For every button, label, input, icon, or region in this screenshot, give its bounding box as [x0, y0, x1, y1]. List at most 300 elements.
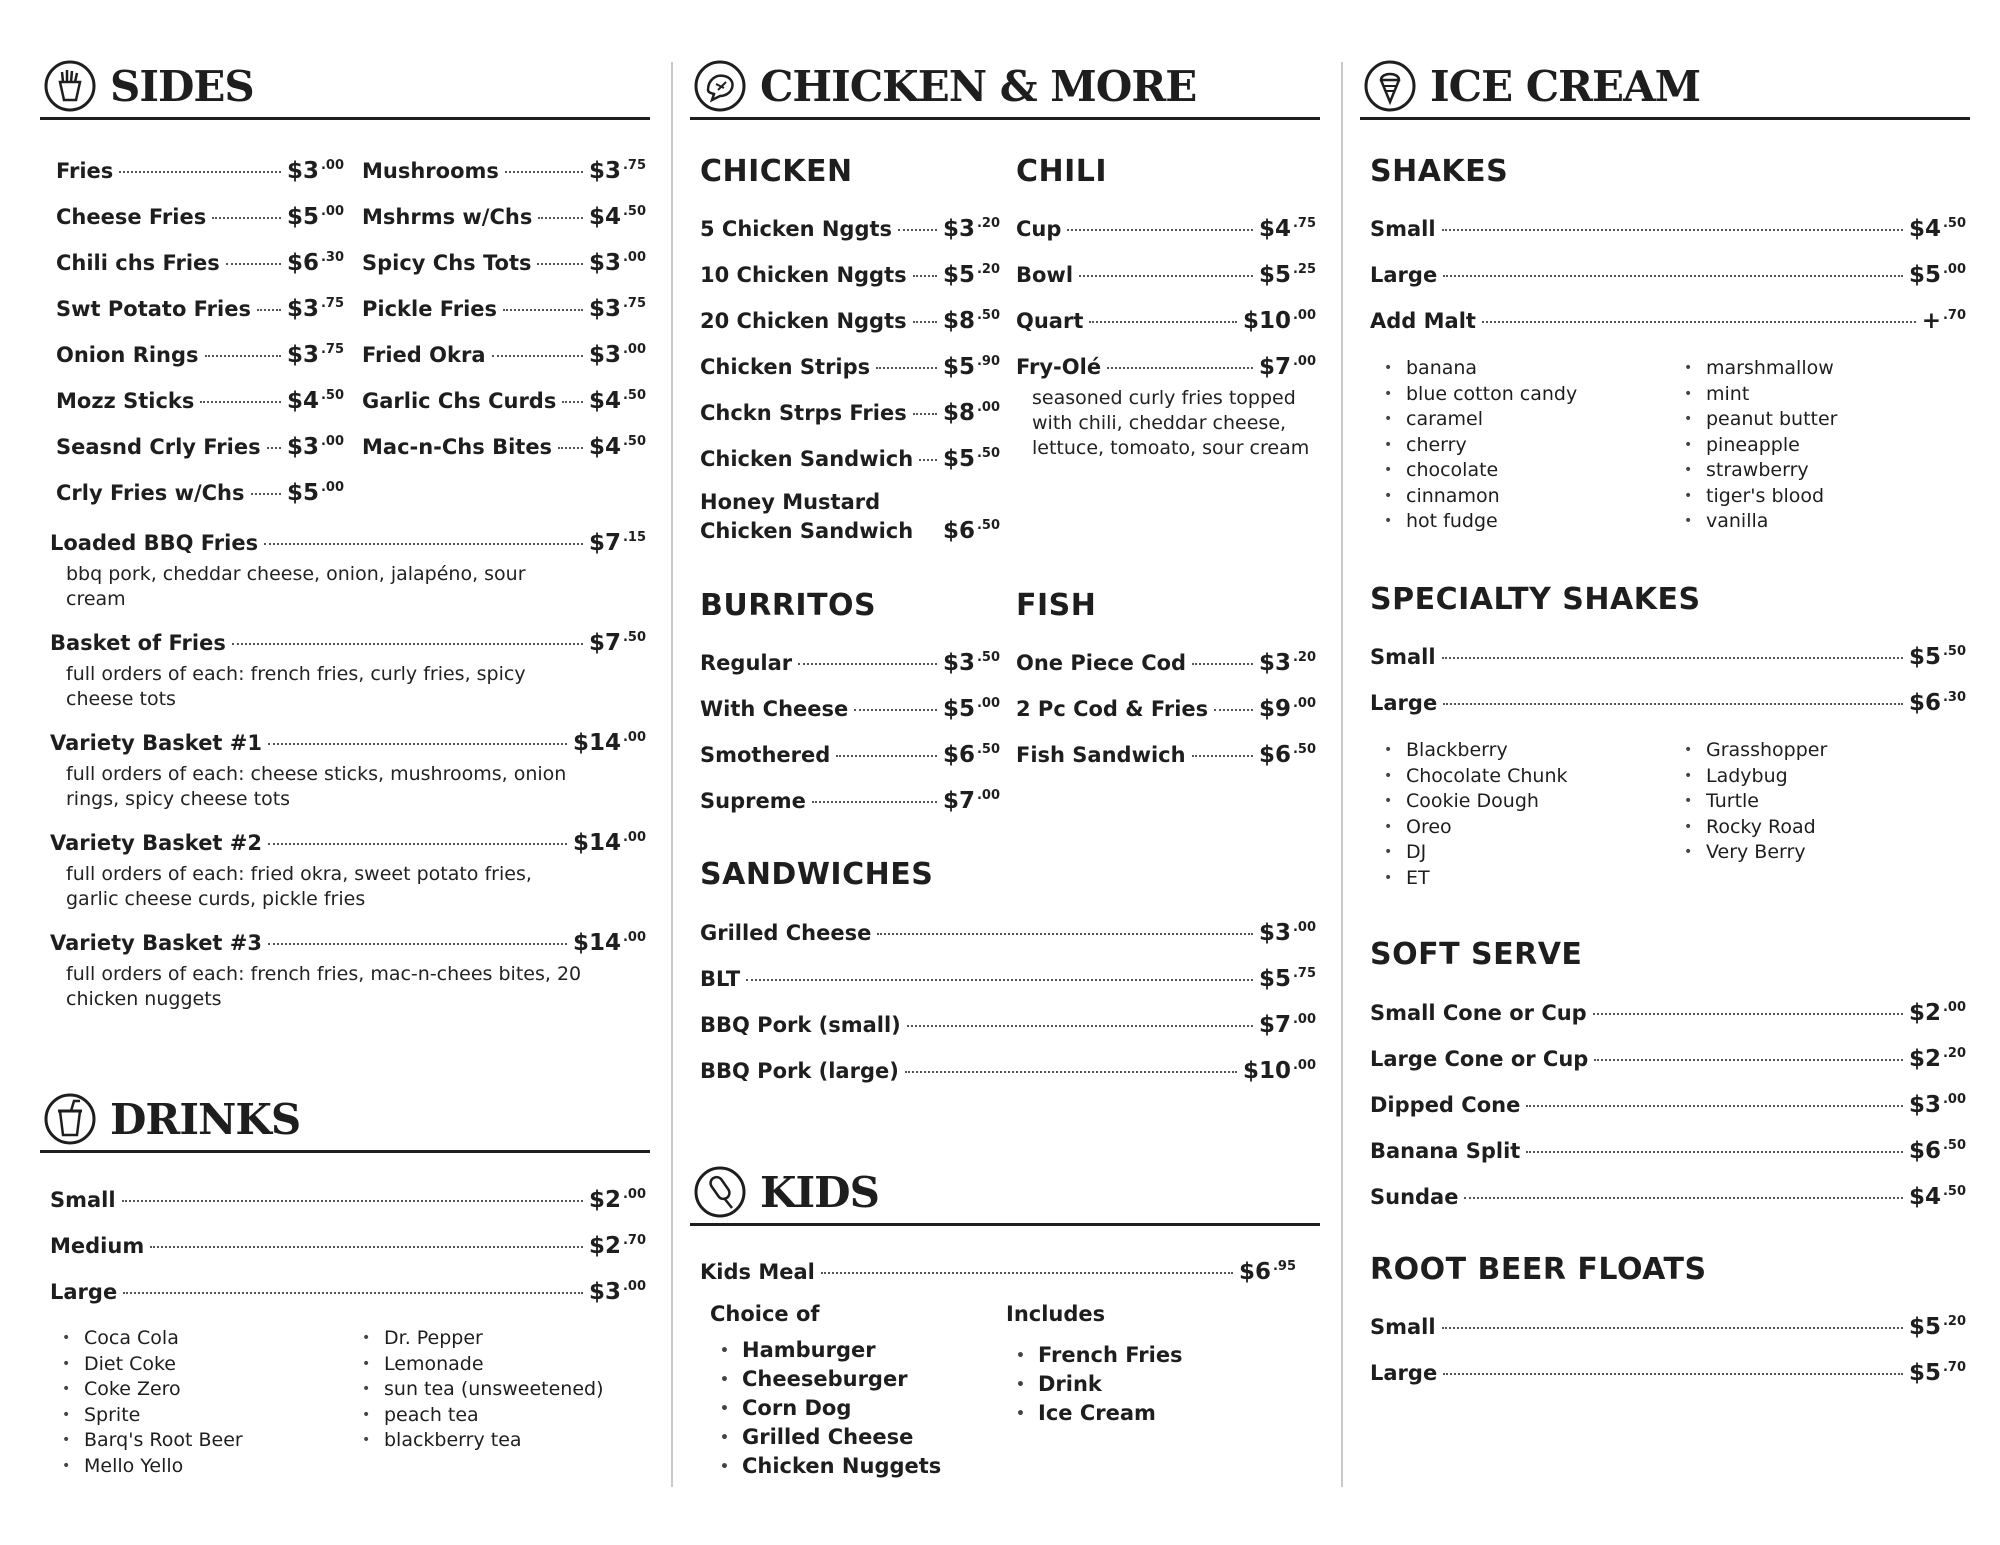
list-item: • Chicken Nuggets: [720, 1452, 941, 1481]
list-item: • sun tea (unsweetened): [362, 1377, 604, 1403]
item-price: [573, 730, 646, 756]
price-dollars: $6: [942, 742, 975, 768]
price-cents: .00: [320, 158, 344, 173]
item-price: [1909, 1184, 1966, 1210]
kids-title: KIDS: [760, 1168, 879, 1217]
item-price: [589, 296, 646, 322]
item-price: [287, 296, 344, 322]
item-name: Grilled Cheese: [700, 921, 872, 945]
menu-item: [56, 158, 344, 190]
item-price: [287, 204, 344, 230]
dot-leader: [1107, 367, 1253, 369]
menu-item: [50, 730, 646, 762]
dot-leader: [913, 413, 937, 415]
menu-item: [1370, 1314, 1966, 1346]
item-price: [1259, 354, 1316, 380]
list-item: • Hamburger: [720, 1336, 941, 1365]
item-name: Mac-n-Chs Bites: [362, 435, 553, 459]
list-item: • marshmallow: [1684, 356, 1837, 382]
chicken-subtitle: CHICKEN: [700, 154, 853, 189]
menu-item: [362, 388, 646, 420]
price-cents: .00: [1292, 308, 1316, 323]
list-item: • blackberry tea: [362, 1428, 604, 1454]
item-name: Variety Basket #2: [50, 831, 262, 855]
item-name: Chicken Strips: [700, 355, 871, 379]
item-price: [943, 262, 1000, 288]
dot-leader: [821, 1272, 1233, 1274]
item-price: [943, 308, 1000, 334]
dot-leader: [257, 309, 281, 311]
list-item: • Lemonade: [362, 1352, 604, 1378]
list-item: • cherry: [1384, 433, 1577, 459]
dot-leader: [913, 275, 937, 277]
item-name: Variety Basket #1: [50, 731, 262, 755]
menu-item: [700, 1012, 1316, 1044]
item-price: [287, 434, 344, 460]
list-item: • Very Berry: [1684, 840, 1827, 866]
item-price: [1259, 742, 1316, 768]
price-dollars: $8: [942, 400, 975, 426]
price-cents: .50: [622, 204, 646, 219]
kids-choice-list: [720, 1336, 941, 1481]
item-price: [1909, 1046, 1966, 1072]
item-price: [1259, 966, 1316, 992]
menu-item: [1370, 216, 1966, 248]
chicken-more-header: [690, 60, 1320, 120]
dot-leader: [123, 1292, 583, 1294]
item-name: Large: [1370, 263, 1438, 287]
dot-leader: [746, 979, 1253, 981]
list-item: • Barq's Root Beer: [62, 1428, 243, 1454]
price-dollars: $3: [1908, 1092, 1941, 1118]
item-name: Swt Potato Fries: [56, 297, 251, 321]
price-dollars: $3: [286, 434, 319, 460]
price-dollars: $3: [286, 296, 319, 322]
sides-title: SIDES: [110, 62, 254, 111]
dot-leader: [1089, 321, 1237, 323]
list-item: • chocolate: [1384, 458, 1577, 484]
list-item: • French Fries: [1016, 1341, 1183, 1370]
dot-leader: [119, 171, 281, 173]
menu-item: [1016, 742, 1316, 774]
drinks-flavors-left: [62, 1326, 243, 1479]
price-cents: .50: [976, 446, 1000, 461]
item-name: Bowl: [1016, 263, 1074, 287]
ice-cream-header: [1360, 60, 1970, 120]
list-item: • Ice Cream: [1016, 1399, 1183, 1428]
chicken-icon: [694, 60, 746, 112]
menu-item: [700, 262, 1000, 294]
menu-item: [50, 1233, 646, 1265]
list-item: • peach tea: [362, 1403, 604, 1429]
item-price: [589, 342, 646, 368]
list-item: • Ladybug: [1684, 764, 1827, 790]
dot-leader: [267, 447, 281, 449]
price-dollars: $6: [942, 518, 975, 544]
price-cents: .20: [1292, 650, 1316, 665]
column-divider-left: [671, 62, 673, 1487]
item-price: [1909, 1000, 1966, 1026]
item-price: [589, 250, 646, 276]
dot-leader: [1443, 703, 1903, 705]
dot-leader: [268, 743, 567, 745]
item-name: Onion Rings: [56, 343, 199, 367]
item-name: 5 Chicken Nggts: [700, 217, 893, 241]
menu-item: [1016, 696, 1316, 728]
item-name: Small Cone or Cup: [1370, 1001, 1587, 1025]
item-price: [573, 930, 646, 956]
price-cents: .00: [1292, 354, 1316, 369]
price-dollars: $4: [1908, 216, 1941, 242]
item-price: [943, 788, 1000, 814]
price-dollars: $4: [588, 388, 621, 414]
price-cents: .50: [1942, 216, 1966, 231]
price-dollars: $4: [588, 204, 621, 230]
dot-leader: [1079, 275, 1253, 277]
price-cents: .75: [1292, 216, 1316, 231]
item-price: [1259, 920, 1316, 946]
price-cents: .70: [1942, 1360, 1966, 1375]
list-item: • Blackberry: [1384, 738, 1568, 764]
price-dollars: $10: [1242, 308, 1291, 334]
price-dollars: $5: [1258, 262, 1291, 288]
drinks-title: DRINKS: [110, 1095, 301, 1144]
price-dollars: $7: [588, 630, 621, 656]
ice-cream-title: ICE CREAM: [1430, 62, 1701, 111]
price-dollars: $5: [942, 446, 975, 472]
menu-item: [362, 342, 646, 374]
price-cents: .50: [976, 650, 1000, 665]
menu-item: [1016, 354, 1316, 386]
drinks-flavors-right: [362, 1326, 604, 1454]
sandwiches-subtitle: SANDWICHES: [700, 857, 934, 892]
item-name: 10 Chicken Nggts: [700, 263, 907, 287]
dot-leader: [492, 355, 583, 357]
drinks-header: [40, 1093, 650, 1153]
kids-includes-list: [1016, 1341, 1183, 1428]
price-dollars: $5: [942, 354, 975, 380]
item-name: Regular: [700, 651, 793, 675]
price-cents: .00: [622, 730, 646, 745]
list-item: • pineapple: [1684, 433, 1837, 459]
menu-item: [1016, 650, 1316, 682]
specialty-flavors-left: [1384, 738, 1568, 891]
menu-item: [700, 1259, 1296, 1291]
price-cents: .30: [320, 250, 344, 265]
dot-leader: [226, 263, 281, 265]
price-cents: .70: [622, 1233, 646, 1248]
price-dollars: $3: [588, 342, 621, 368]
item-name: Fry-Olé: [1016, 355, 1102, 379]
price-cents: .20: [976, 262, 1000, 277]
dot-leader: [1192, 755, 1253, 757]
item-name: Garlic Chs Curds: [362, 389, 557, 413]
item-price: [1909, 1138, 1966, 1164]
dot-leader: [205, 355, 281, 357]
item-name: Fried Okra: [362, 343, 486, 367]
price-dollars: $4: [286, 388, 319, 414]
menu-item: [56, 296, 344, 328]
dot-leader: [1067, 229, 1253, 231]
dot-leader: [812, 801, 937, 803]
price-cents: .00: [1292, 920, 1316, 935]
price-dollars: $3: [588, 1279, 621, 1305]
price-cents: .50: [976, 518, 1000, 533]
dot-leader: [907, 1025, 1253, 1027]
dot-leader: [232, 643, 583, 645]
price-dollars: $3: [942, 216, 975, 242]
shakes-subtitle: SHAKES: [1370, 154, 1509, 189]
list-item: • caramel: [1384, 407, 1577, 433]
price-dollars: $9: [1258, 696, 1291, 722]
price-dollars: $4: [1908, 1184, 1941, 1210]
price-dollars: $3: [1258, 650, 1291, 676]
list-item: • Corn Dog: [720, 1394, 941, 1423]
item-description: full orders of each: cheese sticks, mushrooms, onion rings, spicy cheese tots: [66, 763, 567, 810]
item-price: [1909, 262, 1966, 288]
price-cents: .75: [622, 158, 646, 173]
item-name: 2 Pc Cod & Fries: [1016, 697, 1209, 721]
price-dollars: $5: [286, 204, 319, 230]
menu-item: [50, 630, 646, 662]
list-item: • banana: [1384, 356, 1577, 382]
price-cents: .50: [1942, 644, 1966, 659]
item-price: [1909, 1092, 1966, 1118]
item-name: Pickle Fries: [362, 297, 498, 321]
menu-item: [700, 1058, 1316, 1090]
item-name: Smothered: [700, 743, 831, 767]
list-item: • Dr. Pepper: [362, 1326, 604, 1352]
item-price: [943, 650, 1000, 676]
menu-item: [700, 966, 1316, 998]
item-price: [1239, 1259, 1296, 1285]
item-name: Small: [1370, 645, 1436, 669]
item-name: Fish Sandwich: [1016, 743, 1186, 767]
list-item: • Cheeseburger: [720, 1365, 941, 1394]
list-item: • Coca Cola: [62, 1326, 243, 1352]
kids-includes-label: Includes: [1006, 1302, 1106, 1326]
item-price: [1909, 1360, 1966, 1386]
item-price: [573, 830, 646, 856]
burritos-subtitle: BURRITOS: [700, 588, 877, 623]
price-dollars: $5: [1908, 1360, 1941, 1386]
item-name: Chckn Strps Fries: [700, 401, 907, 425]
item-price: [287, 388, 344, 414]
menu-item: [1016, 262, 1316, 294]
item-description: full orders of each: fried okra, sweet potato fries, garlic cheese curds, pickle fries: [66, 863, 532, 910]
list-item: • DJ: [1384, 840, 1568, 866]
price-cents: .00: [1942, 262, 1966, 277]
menu-item: [1016, 216, 1316, 248]
item-name: Chili chs Fries: [56, 251, 220, 275]
price-dollars: $4: [1258, 216, 1291, 242]
dot-leader: [1442, 1327, 1903, 1329]
item-price: [943, 742, 1000, 768]
list-item: • Grilled Cheese: [720, 1423, 941, 1452]
item-name: Supreme: [700, 789, 806, 813]
item-price: [589, 630, 646, 656]
price-cents: .00: [976, 696, 1000, 711]
price-dollars: $14: [572, 930, 621, 956]
price-cents: .00: [622, 1279, 646, 1294]
price-cents: .00: [976, 788, 1000, 803]
price-dollars: $3: [942, 650, 975, 676]
menu-item: [50, 930, 646, 962]
dot-leader: [905, 1071, 1237, 1073]
dot-leader: [919, 459, 937, 461]
list-item: • hot fudge: [1384, 509, 1577, 535]
menu-item: [362, 204, 646, 236]
price-dollars: $6: [1258, 742, 1291, 768]
item-name: Small: [50, 1188, 116, 1212]
dot-leader: [1482, 321, 1916, 323]
fries-icon: [44, 60, 96, 112]
price-cents: .00: [1942, 1000, 1966, 1015]
item-name: Crly Fries w/Chs: [56, 481, 245, 505]
item-price: [943, 518, 1000, 544]
dot-leader: [562, 401, 583, 403]
price-dollars: $7: [588, 530, 621, 556]
price-cents: .00: [622, 930, 646, 945]
price-dollars: $6: [1238, 1259, 1271, 1285]
kids-header: [690, 1166, 1320, 1226]
fish-subtitle: FISH: [1016, 588, 1097, 623]
menu-item: [700, 518, 1000, 550]
dot-leader: [1192, 663, 1253, 665]
price-cents: .00: [622, 342, 646, 357]
menu-item: [362, 158, 646, 190]
item-price: [287, 480, 344, 506]
menu-item: [1370, 262, 1966, 294]
list-item: • Grasshopper: [1684, 738, 1827, 764]
price-cents: .20: [1942, 1046, 1966, 1061]
price-cents: .00: [320, 434, 344, 449]
item-name: Kids Meal: [700, 1260, 815, 1284]
dot-leader: [913, 321, 937, 323]
menu-item: [700, 446, 1000, 478]
item-name: One Piece Cod: [1016, 651, 1187, 675]
item-name: Mozz Sticks: [56, 389, 195, 413]
item-name: Basket of Fries: [50, 631, 226, 655]
dot-leader: [212, 217, 281, 219]
list-item: • cinnamon: [1384, 484, 1577, 510]
dot-leader: [558, 447, 583, 449]
dot-leader: [1442, 229, 1903, 231]
price-dollars: $5: [1908, 644, 1941, 670]
dot-leader: [268, 843, 567, 845]
menu-item: [56, 388, 344, 420]
item-name: Quart: [1016, 309, 1084, 333]
dot-leader: [1526, 1151, 1903, 1153]
item-price: [943, 400, 1000, 426]
menu-item: [50, 830, 646, 862]
menu-item: [1370, 1000, 1966, 1032]
item-price: [287, 158, 344, 184]
price-cents: .30: [1942, 690, 1966, 705]
item-price: [287, 250, 344, 276]
dot-leader: [876, 367, 937, 369]
item-price: [1909, 690, 1966, 716]
item-price: [1243, 308, 1316, 334]
price-dollars: $2: [1908, 1046, 1941, 1072]
price-cents: .75: [622, 296, 646, 311]
price-dollars: $7: [942, 788, 975, 814]
price-cents: .70: [1942, 308, 1966, 323]
price-cents: .95: [1272, 1259, 1296, 1274]
list-item: • Rocky Road: [1684, 815, 1827, 841]
drink-cup-icon: [44, 1093, 96, 1145]
menu-item: [1370, 308, 1966, 340]
price-cents: .20: [1942, 1314, 1966, 1329]
menu-item: [50, 530, 646, 562]
menu-item: [50, 1187, 646, 1219]
kids-choice-label: Choice of: [710, 1302, 820, 1326]
list-item: • Drink: [1016, 1370, 1183, 1399]
item-name: Seasnd Crly Fries: [56, 435, 261, 459]
list-item: • Oreo: [1384, 815, 1568, 841]
price-cents: .50: [320, 388, 344, 403]
item-price: [589, 1233, 646, 1259]
price-dollars: $3: [588, 158, 621, 184]
list-item: • Coke Zero: [62, 1377, 243, 1403]
item-name: Sundae: [1370, 1185, 1459, 1209]
list-item: • mint: [1684, 382, 1837, 408]
item-price: [943, 216, 1000, 242]
item-name: Honey Mustard: [700, 490, 881, 514]
price-dollars: +: [1921, 308, 1941, 334]
item-price: [1909, 1314, 1966, 1340]
dot-leader: [251, 493, 281, 495]
item-name: Variety Basket #3: [50, 931, 262, 955]
item-price: [943, 354, 1000, 380]
item-name: Small: [1370, 217, 1436, 241]
price-dollars: $3: [286, 158, 319, 184]
price-cents: .00: [1292, 1012, 1316, 1027]
price-cents: .00: [320, 204, 344, 219]
price-dollars: $5: [1908, 1314, 1941, 1340]
item-price: [1259, 216, 1316, 242]
dot-leader: [122, 1200, 583, 1202]
dot-leader: [836, 755, 937, 757]
price-cents: .50: [622, 388, 646, 403]
price-cents: .00: [622, 250, 646, 265]
menu-item: [56, 342, 344, 374]
list-item: • Chocolate Chunk: [1384, 764, 1568, 790]
menu-item: [1370, 1138, 1966, 1170]
dot-leader: [1443, 275, 1903, 277]
price-cents: .50: [1942, 1138, 1966, 1153]
price-dollars: $7: [1258, 354, 1291, 380]
menu-item: [700, 696, 1000, 728]
menu-item: [700, 216, 1000, 248]
dot-leader: [798, 663, 937, 665]
price-cents: .20: [976, 216, 1000, 231]
list-item: • peanut butter: [1684, 407, 1837, 433]
item-name: Mushrooms: [362, 159, 499, 183]
shakes-flavors-left: [1384, 356, 1577, 535]
list-item: • Diet Coke: [62, 1352, 243, 1378]
price-cents: .00: [622, 1187, 646, 1202]
item-price: [589, 388, 646, 414]
price-dollars: $8: [942, 308, 975, 334]
menu-item: [1016, 308, 1316, 340]
dot-leader: [1593, 1013, 1903, 1015]
item-name: Dipped Cone: [1370, 1093, 1521, 1117]
price-dollars: $5: [286, 480, 319, 506]
item-price: [589, 434, 646, 460]
item-price: [1259, 696, 1316, 722]
dot-leader: [854, 709, 937, 711]
